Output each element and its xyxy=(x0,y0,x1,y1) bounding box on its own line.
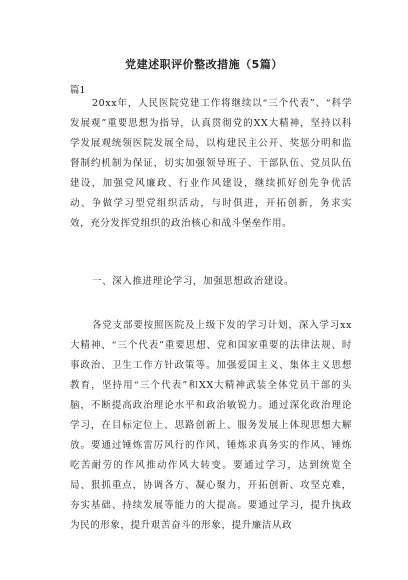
document-title: 党建述职评价整改措施（5篇） xyxy=(125,58,283,71)
paragraph-study: 各党支部要按照医院及上级下发的学习计划，深入学习xx大精神、“三个代表”重要思想、党和国家重要的法律法规、时事政治、卫生工作方针政策等。加强爱国主义、集体主义思想教育，坚持用“三个代表”和XX大精神武装全体党员干部的头脑，不断提高政治理论水平和政治敏锐力。通过深化政治理论学习，在目标定位上、思路创新上、服务发展上体现思想大解放。要通过锤炼雷厉风行的作风、锤炼求真务实的作风、锤炼吃苦耐劳的作风推动作风大转变。要通过学习，达到统览全局、狠抓重点，协调各方、凝心聚力，开拓创新、攻坚克难，夯实基础、持续发展等能力的大提高。要通过学习，提升执政为民的形象，提升艰苦奋斗的形象，提升廉洁从政 xyxy=(70,320,352,531)
section-heading: 一、深入推进理论学习，加强思想政治建设。 xyxy=(92,276,295,287)
section-label: 篇1 xyxy=(70,85,86,96)
paragraph-intro: 20xx年，人民医院党建工作将继续以“三个代表”、“科学发展观”重要思想为指导，认真贯彻党的XX大精神，坚持以科学发展观统领医院发展全局，以构建民主公开、奖惩分明和监督制约机制为保证，切实加强领导班子、干部队伍、党员队伍建设，加强党风廉政、行业作风建设，继续抓好创先争优活动、争做学习型党组织活动，与时俱进，开拓创新，务求实效，充分发挥党组织的政治核心和战斗堡垒作用。 xyxy=(70,98,352,229)
